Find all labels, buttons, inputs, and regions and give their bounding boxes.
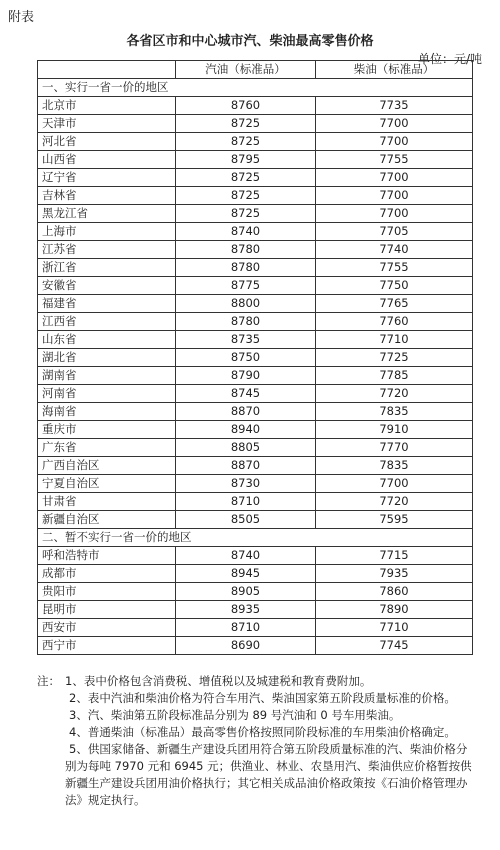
gasoline-price: 8750: [176, 349, 316, 367]
gasoline-price: 8790: [176, 367, 316, 385]
table-row: [38, 367, 473, 385]
diesel-price: 7835: [316, 457, 473, 475]
region-name: 北京市: [38, 97, 176, 115]
attachment-label: 附表: [8, 10, 35, 25]
note-text: 2、表中汽油和柴油价格为符合车用汽、柴油国家第五阶段质量标准的价格。: [69, 691, 456, 705]
section-row: [38, 529, 473, 547]
note-item: [37, 724, 475, 741]
diesel-price: 7700: [316, 187, 473, 205]
gasoline-price: 8505: [176, 511, 316, 529]
table-row: [38, 169, 473, 187]
gasoline-price: 8725: [176, 205, 316, 223]
header-gasoline: 汽油（标准品）: [176, 61, 316, 79]
region-name: 福建省: [38, 295, 176, 313]
diesel-price: 7860: [316, 583, 473, 601]
gasoline-price: 8870: [176, 403, 316, 421]
table-row: [38, 547, 473, 565]
gasoline-price: 8775: [176, 277, 316, 295]
table-row: [38, 403, 473, 421]
diesel-price: 7700: [316, 115, 473, 133]
table-row: [38, 385, 473, 403]
region-name: 上海市: [38, 223, 176, 241]
table-row: [38, 511, 473, 529]
note-text: 5、供国家储备、新疆生产建设兵团用符合第五阶段质量标准的汽、柴油价格分别为每吨 7970 元和 6945 元；供渔业、林业、农垦用汽、柴油供应价格暂按供新疆生产建设兵团用油价格执行；其它相关成品油价格政策按《石油价格管理办法》规定执行。: [65, 742, 472, 807]
gasoline-price: 8745: [176, 385, 316, 403]
table-row: [38, 475, 473, 493]
region-name: 江西省: [38, 313, 176, 331]
region-name: 河北省: [38, 133, 176, 151]
gasoline-price: 8780: [176, 313, 316, 331]
table-row: [38, 457, 473, 475]
table-row: [38, 259, 473, 277]
table-row: [38, 565, 473, 583]
diesel-price: 7710: [316, 331, 473, 349]
table-row: [38, 223, 473, 241]
table-row: [38, 619, 473, 637]
diesel-price: 7785: [316, 367, 473, 385]
gasoline-price: 8805: [176, 439, 316, 457]
note-item: [37, 707, 475, 724]
table-row: [38, 583, 473, 601]
note-text: 4、普通柴油（标准品）最高零售价格按照同阶段标准的车用柴油价格确定。: [69, 725, 456, 739]
region-name: 西安市: [38, 619, 176, 637]
region-name: 重庆市: [38, 421, 176, 439]
region-name: 贵阳市: [38, 583, 176, 601]
table-row: [38, 439, 473, 457]
region-name: 广西自治区: [38, 457, 176, 475]
diesel-price: 7735: [316, 97, 473, 115]
table-row: [38, 97, 473, 115]
gasoline-price: 8710: [176, 493, 316, 511]
table-row: [38, 493, 473, 511]
region-name: 成都市: [38, 565, 176, 583]
table-row: [38, 637, 473, 655]
diesel-price: 7770: [316, 439, 473, 457]
table-row: [38, 115, 473, 133]
gasoline-price: 8940: [176, 421, 316, 439]
table-row: [38, 277, 473, 295]
note-item: [37, 690, 475, 707]
gasoline-price: 8870: [176, 457, 316, 475]
diesel-price: 7765: [316, 295, 473, 313]
table-row: [38, 133, 473, 151]
diesel-price: 7835: [316, 403, 473, 421]
diesel-price: 7700: [316, 133, 473, 151]
gasoline-price: 8730: [176, 475, 316, 493]
table-row: [38, 151, 473, 169]
gasoline-price: 8710: [176, 619, 316, 637]
price-table: [37, 60, 473, 655]
region-name: 安徽省: [38, 277, 176, 295]
price-table-body: [38, 61, 473, 655]
region-name: 昆明市: [38, 601, 176, 619]
header-diesel: 柴油（标准品）: [316, 61, 473, 79]
region-name: 江苏省: [38, 241, 176, 259]
diesel-price: 7725: [316, 349, 473, 367]
region-name: 新疆自治区: [38, 511, 176, 529]
table-row: [38, 241, 473, 259]
diesel-price: 7710: [316, 619, 473, 637]
header-row: [38, 61, 473, 79]
region-name: 黑龙江省: [38, 205, 176, 223]
section-row: [38, 79, 473, 97]
table-title: 各省区市和中心城市汽、柴油最高零售价格: [126, 34, 374, 49]
gasoline-price: 8905: [176, 583, 316, 601]
diesel-price: 7715: [316, 547, 473, 565]
diesel-price: 7700: [316, 169, 473, 187]
diesel-price: 7595: [316, 511, 473, 529]
gasoline-price: 8725: [176, 187, 316, 205]
table-row: [38, 187, 473, 205]
gasoline-price: 8945: [176, 565, 316, 583]
table-row: [38, 349, 473, 367]
region-name: 吉林省: [38, 187, 176, 205]
gasoline-price: 8725: [176, 115, 316, 133]
table-row: [38, 421, 473, 439]
diesel-price: 7745: [316, 637, 473, 655]
diesel-price: 7755: [316, 259, 473, 277]
region-name: 海南省: [38, 403, 176, 421]
region-name: 辽宁省: [38, 169, 176, 187]
diesel-price: 7750: [316, 277, 473, 295]
region-name: 甘肃省: [38, 493, 176, 511]
diesel-price: 7700: [316, 475, 473, 493]
table-row: [38, 601, 473, 619]
gasoline-price: 8800: [176, 295, 316, 313]
gasoline-price: 8760: [176, 97, 316, 115]
region-name: 山西省: [38, 151, 176, 169]
gasoline-price: 8740: [176, 547, 316, 565]
region-name: 西宁市: [38, 637, 176, 655]
diesel-price: 7720: [316, 385, 473, 403]
region-name: 天津市: [38, 115, 176, 133]
gasoline-price: 8740: [176, 223, 316, 241]
diesel-price: 7720: [316, 493, 473, 511]
region-name: 呼和浩特市: [38, 547, 176, 565]
table-row: [38, 205, 473, 223]
region-name: 河南省: [38, 385, 176, 403]
note-item: [37, 673, 475, 690]
gasoline-price: 8795: [176, 151, 316, 169]
note-text: 1、表中价格包含消费税、增值税以及城建税和教育费附加。: [65, 674, 372, 688]
region-name: 浙江省: [38, 259, 176, 277]
gasoline-price: 8780: [176, 259, 316, 277]
diesel-price: 7890: [316, 601, 473, 619]
table-row: [38, 331, 473, 349]
gasoline-price: 8935: [176, 601, 316, 619]
note-item: [37, 741, 475, 809]
region-name: 湖北省: [38, 349, 176, 367]
diesel-price: 7705: [316, 223, 473, 241]
note-text: 3、汽、柴油第五阶段标准品分别为 89 号汽油和 0 号车用柴油。: [69, 708, 401, 722]
gasoline-price: 8690: [176, 637, 316, 655]
diesel-price: 7935: [316, 565, 473, 583]
gasoline-price: 8725: [176, 133, 316, 151]
region-name: 宁夏自治区: [38, 475, 176, 493]
section-label: 二、暂不实行一省一价的地区: [38, 529, 473, 547]
unit-label: 单位：元/吨: [417, 52, 482, 66]
gasoline-price: 8735: [176, 331, 316, 349]
region-name: 山东省: [38, 331, 176, 349]
gasoline-price: 8725: [176, 169, 316, 187]
diesel-price: 7760: [316, 313, 473, 331]
diesel-price: 7910: [316, 421, 473, 439]
header-blank: [38, 61, 176, 79]
table-row: [38, 313, 473, 331]
notes-label: 注：: [37, 674, 60, 688]
diesel-price: 7700: [316, 205, 473, 223]
diesel-price: 7755: [316, 151, 473, 169]
region-name: 湖南省: [38, 367, 176, 385]
notes: [37, 673, 475, 809]
region-name: 广东省: [38, 439, 176, 457]
section-label: 一、实行一省一价的地区: [38, 79, 473, 97]
diesel-price: 7740: [316, 241, 473, 259]
gasoline-price: 8780: [176, 241, 316, 259]
table-row: [38, 295, 473, 313]
